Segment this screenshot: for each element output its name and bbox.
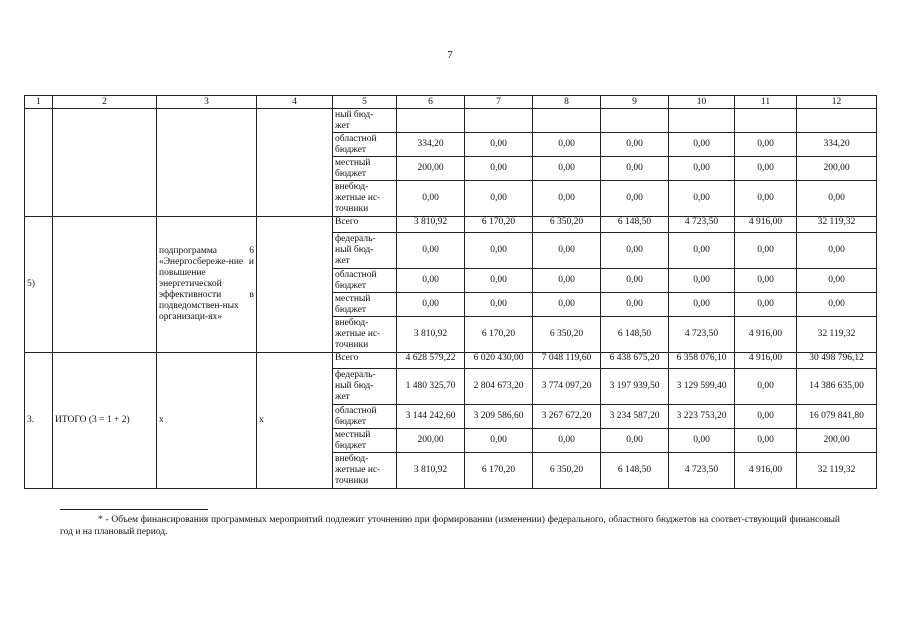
- column-header: 5: [333, 96, 397, 109]
- column-header: 12: [797, 96, 877, 109]
- amount-cell: 200,00: [397, 157, 465, 181]
- row-title: ИТОГО (3 = 1 + 2): [53, 353, 157, 489]
- amount-cell: 0,00: [735, 405, 797, 429]
- amount-cell: 6 170,20: [465, 453, 533, 489]
- column-header: 10: [669, 96, 735, 109]
- amount-cell: 0,00: [465, 293, 533, 317]
- amount-cell: 32 119,32: [797, 317, 877, 353]
- amount-cell: 3 267 672,20: [533, 405, 601, 429]
- column-header: 11: [735, 96, 797, 109]
- amount-cell: 4 723,50: [669, 453, 735, 489]
- funding-source: областной бюджет: [333, 405, 397, 429]
- amount-cell: 1 480 325,70: [397, 369, 465, 405]
- amount-cell: 0,00: [797, 233, 877, 269]
- amount-cell: 0,00: [601, 233, 669, 269]
- row-title: [53, 217, 157, 353]
- footnote-divider: [60, 509, 208, 510]
- amount-cell: 3 197 939,50: [601, 369, 669, 405]
- program-name: [157, 109, 257, 217]
- amount-cell: 30 498 796,12: [797, 353, 877, 369]
- amount-cell: 3 223 753,20: [669, 405, 735, 429]
- executor-cell: [257, 217, 333, 353]
- amount-cell: 200,00: [797, 157, 877, 181]
- program-name: подпрограмма 6 «Энергосбереже-ние и повышение энергетической эффективности в подведомствен-ных организаци-ях»: [157, 217, 257, 353]
- amount-cell: 6 350,20: [533, 453, 601, 489]
- executor-cell: [257, 109, 333, 217]
- amount-cell: 0,00: [465, 429, 533, 453]
- row-number: [25, 109, 53, 217]
- amount-cell: 0,00: [735, 133, 797, 157]
- footnote: * - Объем финансирования программных мероприятий подлежит уточнению при формировании (изменении) федерального, областного бюджетов на соответ-ствующий финансовый год и на плановый период.: [60, 515, 840, 537]
- table-row: [25, 353, 877, 369]
- amount-cell: 0,00: [669, 133, 735, 157]
- funding-source: внебюд- жетные ис- точники: [333, 453, 397, 489]
- amount-cell: 32 119,32: [797, 453, 877, 489]
- funding-source: Всего: [333, 217, 397, 233]
- program-name: х: [157, 353, 257, 489]
- funding-source: областной бюджет: [333, 269, 397, 293]
- amount-cell: 0,00: [669, 157, 735, 181]
- column-header: 8: [533, 96, 601, 109]
- amount-cell: 0,00: [735, 293, 797, 317]
- amount-cell: 0,00: [601, 293, 669, 317]
- amount-cell: [797, 109, 877, 133]
- funding-source: федераль- ный бюд- жет: [333, 233, 397, 269]
- amount-cell: 200,00: [797, 429, 877, 453]
- funding-source: местный бюджет: [333, 157, 397, 181]
- column-header: 7: [465, 96, 533, 109]
- amount-cell: 3 234 587,20: [601, 405, 669, 429]
- amount-cell: 0,00: [465, 157, 533, 181]
- funding-source: областной бюджет: [333, 133, 397, 157]
- amount-cell: 7 048 119,60: [533, 353, 601, 369]
- column-header: 6: [397, 96, 465, 109]
- amount-cell: 32 119,32: [797, 217, 877, 233]
- page-number: 7: [447, 49, 453, 61]
- amount-cell: 3 810,92: [397, 217, 465, 233]
- column-header: 4: [257, 96, 333, 109]
- amount-cell: 200,00: [397, 429, 465, 453]
- amount-cell: 3 209 586,60: [465, 405, 533, 429]
- funding-source: внебюд- жетные ис- точники: [333, 181, 397, 217]
- amount-cell: 0,00: [669, 181, 735, 217]
- amount-cell: 0,00: [533, 157, 601, 181]
- amount-cell: 0,00: [465, 269, 533, 293]
- amount-cell: 0,00: [533, 181, 601, 217]
- funding-source: местный бюджет: [333, 429, 397, 453]
- amount-cell: 4 916,00: [735, 353, 797, 369]
- amount-cell: [601, 109, 669, 133]
- amount-cell: [669, 109, 735, 133]
- amount-cell: 0,00: [797, 181, 877, 217]
- amount-cell: 0,00: [797, 293, 877, 317]
- amount-cell: 0,00: [397, 181, 465, 217]
- amount-cell: 0,00: [465, 181, 533, 217]
- amount-cell: 4 628 579,22: [397, 353, 465, 369]
- amount-cell: 3 810,92: [397, 317, 465, 353]
- amount-cell: 0,00: [533, 233, 601, 269]
- row-number: 3.: [25, 353, 53, 489]
- amount-cell: 0,00: [735, 429, 797, 453]
- amount-cell: [735, 109, 797, 133]
- amount-cell: 0,00: [601, 133, 669, 157]
- amount-cell: [397, 109, 465, 133]
- amount-cell: 0,00: [735, 233, 797, 269]
- amount-cell: 4 916,00: [735, 217, 797, 233]
- amount-cell: 6 358 076,10: [669, 353, 735, 369]
- amount-cell: 0,00: [397, 233, 465, 269]
- amount-cell: 0,00: [397, 269, 465, 293]
- executor-cell: х: [257, 353, 333, 489]
- amount-cell: [533, 109, 601, 133]
- row-title: [53, 109, 157, 217]
- amount-cell: 2 804 673,20: [465, 369, 533, 405]
- column-header: 2: [53, 96, 157, 109]
- amount-cell: 6 170,20: [465, 317, 533, 353]
- amount-cell: 6 148,50: [601, 217, 669, 233]
- amount-cell: 0,00: [601, 181, 669, 217]
- amount-cell: 0,00: [601, 269, 669, 293]
- amount-cell: 4 723,50: [669, 217, 735, 233]
- amount-cell: 0,00: [533, 293, 601, 317]
- funding-source: местный бюджет: [333, 293, 397, 317]
- amount-cell: 6 148,50: [601, 317, 669, 353]
- amount-cell: 0,00: [735, 369, 797, 405]
- amount-cell: 3 774 097,20: [533, 369, 601, 405]
- amount-cell: 0,00: [601, 157, 669, 181]
- funding-source: внебюд- жетные ис- точники: [333, 317, 397, 353]
- header-row: [25, 96, 877, 109]
- funding-source: федераль- ный бюд- жет: [333, 369, 397, 405]
- column-header: 3: [157, 96, 257, 109]
- amount-cell: 0,00: [669, 429, 735, 453]
- funding-source: ный бюд- жет: [333, 109, 397, 133]
- amount-cell: 0,00: [397, 293, 465, 317]
- row-number: 5): [25, 217, 53, 353]
- column-header: 1: [25, 96, 53, 109]
- amount-cell: 3 129 599,40: [669, 369, 735, 405]
- amount-cell: 6 170,20: [465, 217, 533, 233]
- table-row: [25, 217, 877, 233]
- amount-cell: 4 916,00: [735, 317, 797, 353]
- amount-cell: 3 810,92: [397, 453, 465, 489]
- amount-cell: 0,00: [465, 233, 533, 269]
- amount-cell: 6 020 430,00: [465, 353, 533, 369]
- funding-source: Всего: [333, 353, 397, 369]
- amount-cell: 4 916,00: [735, 453, 797, 489]
- amount-cell: 0,00: [533, 269, 601, 293]
- amount-cell: 0,00: [669, 233, 735, 269]
- amount-cell: 334,20: [797, 133, 877, 157]
- amount-cell: 0,00: [465, 133, 533, 157]
- amount-cell: 16 079 841,80: [797, 405, 877, 429]
- amount-cell: 6 148,50: [601, 453, 669, 489]
- amount-cell: 6 438 675,20: [601, 353, 669, 369]
- amount-cell: 0,00: [669, 269, 735, 293]
- table-row: [25, 109, 877, 133]
- column-header: 9: [601, 96, 669, 109]
- amount-cell: [465, 109, 533, 133]
- amount-cell: 0,00: [735, 269, 797, 293]
- amount-cell: 4 723,50: [669, 317, 735, 353]
- amount-cell: 0,00: [735, 157, 797, 181]
- amount-cell: 334,20: [397, 133, 465, 157]
- budget-table: [24, 95, 877, 489]
- amount-cell: 0,00: [533, 429, 601, 453]
- amount-cell: 0,00: [669, 293, 735, 317]
- amount-cell: 0,00: [601, 429, 669, 453]
- amount-cell: 6 350,20: [533, 317, 601, 353]
- amount-cell: 14 386 635,00: [797, 369, 877, 405]
- amount-cell: 6 350,20: [533, 217, 601, 233]
- amount-cell: 3 144 242,60: [397, 405, 465, 429]
- amount-cell: 0,00: [735, 181, 797, 217]
- amount-cell: 0,00: [797, 269, 877, 293]
- amount-cell: 0,00: [533, 133, 601, 157]
